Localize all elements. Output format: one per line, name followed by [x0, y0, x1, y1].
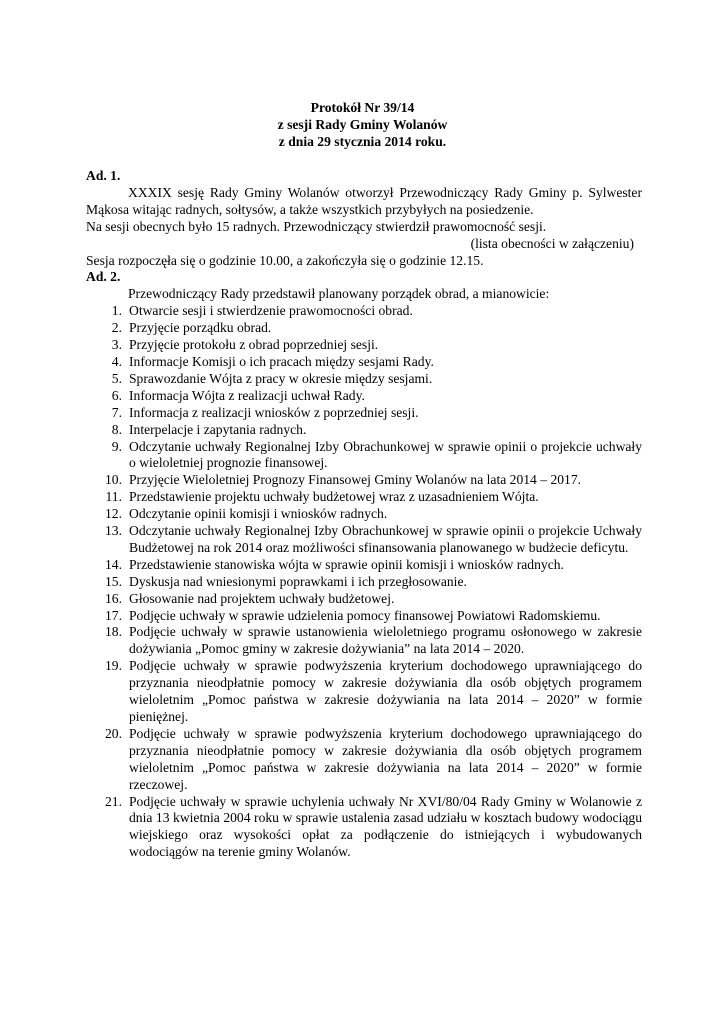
- agenda-item-text: Odczytanie uchwały Regionalnej Izby Obrachunkowej w sprawie opinii o projekcie uchwały o wieloletniej prognozie finansowej.: [129, 438, 642, 471]
- agenda-item-text: Podjęcie uchwały w sprawie udzielenia pomocy finansowej Powiatowi Radomskiemu.: [129, 607, 601, 623]
- agenda-item: [86, 422, 642, 439]
- agenda-item-number: 4.: [111, 353, 122, 369]
- agenda-item: [86, 608, 642, 625]
- section-heading-ad1: Ad. 1.: [86, 168, 121, 183]
- document-date: z dnia 29 stycznia 2014 roku.: [278, 134, 447, 149]
- agenda-item-number: 20.: [105, 725, 122, 741]
- agenda-item-number: 14.: [105, 556, 122, 572]
- agenda-item: [86, 303, 642, 320]
- agenda-item-number: 8.: [111, 421, 122, 437]
- agenda-item-text: Przedstawienie projektu uchwały budżetowej wraz z uzasadnieniem Wójta.: [129, 489, 539, 505]
- section-heading-ad2: Ad. 2.: [86, 269, 121, 285]
- agenda-item-text: Informacja Wójta z realizacji uchwał Rady.: [129, 387, 365, 403]
- agenda-item-number: 2.: [111, 320, 122, 336]
- agenda-item: [86, 506, 642, 523]
- agenda-item-number: 12.: [105, 506, 122, 522]
- agenda-item-text: Informacje Komisji o ich pracach między sesjami Rady.: [129, 353, 434, 369]
- agenda-item-number: 15.: [105, 573, 122, 589]
- agenda-item: [86, 337, 642, 354]
- agenda-item-number: 3.: [111, 337, 122, 353]
- agenda-item: [86, 574, 642, 591]
- agenda-item-text: Podjęcie uchwały w sprawie podwyższenia kryterium dochodowego uprawniającego do przyznania nieodpłatnie pomocy w zakresie dożywiania dla osób objętych programem wieloletnim „Pomoc państwa w zakresie dożywiania na lata 2014 – 2020” w formie pieniężnej.: [129, 658, 642, 724]
- agenda-item-number: 19.: [105, 658, 122, 674]
- agenda-item-number: 16.: [105, 590, 122, 606]
- agenda-item: [86, 439, 642, 473]
- document-subtitle: z sesji Rady Gminy Wolanów: [277, 117, 448, 132]
- agenda-item-text: Przedstawienie stanowiska wójta w sprawie opinii komisji i wniosków radnych.: [129, 556, 564, 572]
- agenda-item-text: Podjęcie uchwały w sprawie uchylenia uchwały Nr XVI/80/04 Rady Gminy w Wolanowie z dnia 13 kwietnia 2004 roku w sprawie ustalenia zasad udziału w kosztach budowy wodociągu wiejskiego oraz wysokości opłat za podłączenie do istniejących i wybudowanych wodociągów na terenie gminy Wolanów.: [129, 793, 642, 860]
- agenda-item-text: Przyjęcie protokołu z obrad poprzedniej sesji.: [129, 337, 379, 353]
- agenda-item: [86, 405, 642, 422]
- ad1-paragraph: XXXIX sesję Rady Gminy Wolanów otworzył Przewodniczący Rady Gminy p. Sylwester Mąkosa witając radnych, sołtysów, a także wszystkich przybyłych na posiedzenie.: [86, 184, 642, 217]
- ad1-times: Sesja rozpoczęła się o godzinie 10.00, a zakończyła się o godzinie 12.15.: [86, 252, 484, 268]
- agenda-item: [86, 624, 642, 658]
- agenda-item-number: 6.: [111, 387, 122, 403]
- agenda-item-number: 17.: [105, 607, 122, 623]
- agenda-item-text: Dyskusja nad wniesionymi poprawkami i ich przegłosowanie.: [129, 573, 467, 589]
- agenda-item-text: Głosowanie nad projektem uchwały budżetowej.: [129, 590, 395, 606]
- agenda-item: [86, 726, 642, 794]
- agenda-list: [86, 303, 642, 861]
- agenda-item: [86, 794, 642, 862]
- agenda-item: [86, 371, 642, 388]
- agenda-item-text: Informacja z realizacji wniosków z poprzedniej sesji.: [129, 404, 419, 420]
- agenda-item-text: Przyjęcie Wieloletniej Prognozy Finansowej Gminy Wolanów na lata 2014 – 2017.: [129, 472, 582, 488]
- agenda-item: [86, 658, 642, 726]
- agenda-item: [86, 354, 642, 371]
- document-body: [86, 168, 642, 861]
- agenda-item-text: Interpelacje i zapytania radnych.: [129, 421, 307, 437]
- ad1-attachment-note: (lista obecności w załączeniu): [470, 235, 634, 251]
- agenda-item-text: Podjęcie uchwały w sprawie ustanowienia wieloletniego programu osłonowego w zakresie dożywiania „Pomoc gminy w zakresie dożywiania” na lata 2014 – 2020.: [129, 624, 642, 657]
- agenda-item-number: 18.: [105, 624, 122, 640]
- agenda-item-text: Odczytanie uchwały Regionalnej Izby Obrachunkowej w sprawie opinii o projekcie Uchwały Budżetowej na rok 2014 oraz możliwości sfinansowania planowanego w budżecie deficytu.: [129, 523, 642, 555]
- agenda-item-text: Odczytanie opinii komisji i wniosków radnych.: [129, 506, 388, 522]
- agenda-item: [86, 523, 642, 557]
- agenda-item-number: 5.: [111, 370, 122, 386]
- agenda-item-text: Przyjęcie porządku obrad.: [129, 320, 272, 336]
- agenda-item-number: 21.: [105, 793, 122, 809]
- agenda-item-number: 9.: [111, 438, 122, 454]
- agenda-item-text: Podjęcie uchwały w sprawie podwyższenia kryterium dochodowego uprawniającego do przyznania nieodpłatnie pomocy w zakresie dożywiania dla osób objętych programem wieloletnim „Pomoc państwa w zakresie dożywiania na lata 2014 – 2020” w formie rzeczowej.: [129, 725, 642, 792]
- agenda-item-text: Otwarcie sesji i stwierdzenie prawomocności obrad.: [129, 303, 413, 319]
- agenda-item: [86, 591, 642, 608]
- agenda-item: [86, 557, 642, 574]
- agenda-item-number: 11.: [105, 489, 122, 505]
- ad1-attendance: Na sesji obecnych było 15 radnych. Przewodniczący stwierdził prawomocność sesji.: [86, 218, 547, 234]
- agenda-item-number: 10.: [105, 472, 122, 488]
- agenda-item: [86, 472, 642, 489]
- agenda-item-text: Sprawozdanie Wójta z pracy w okresie między sesjami.: [129, 370, 433, 386]
- agenda-item: [86, 489, 642, 506]
- agenda-item: [86, 320, 642, 337]
- document-title: Protokół Nr 39/14: [310, 100, 415, 115]
- agenda-item-number: 1.: [111, 303, 122, 319]
- agenda-item-number: 7.: [111, 404, 122, 420]
- ad2-intro: Przewodniczący Rady przedstawił planowany porządek obrad, a mianowicie:: [128, 286, 550, 302]
- agenda-item: [86, 388, 642, 405]
- agenda-item-number: 13.: [105, 523, 122, 539]
